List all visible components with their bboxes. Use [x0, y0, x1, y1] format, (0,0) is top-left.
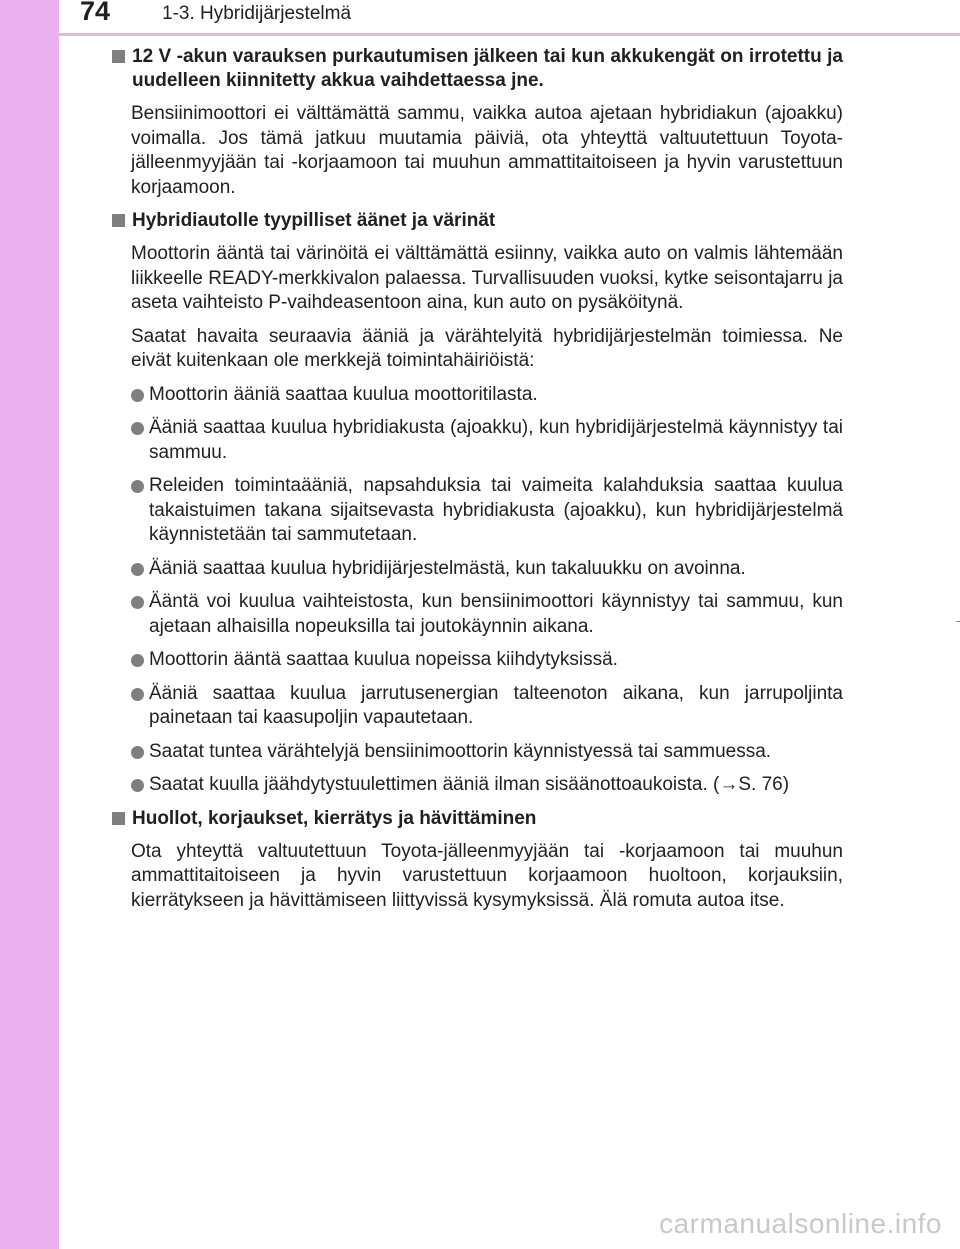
round-bullet-icon: [131, 779, 144, 792]
round-bullet-icon: [131, 688, 144, 701]
heading-text: 12 V -akun varauksen purkautumisen jälkeen tai kun akkukengät on irrotettu ja uudelleen kiinnitetty akkua vaihdettaessa jne.: [132, 46, 843, 91]
main-content: [110, 45, 843, 922]
list-item: [131, 740, 843, 765]
section-heading: [110, 807, 843, 831]
list-item-text: Saatat kuulla jäähdytystuulettimen ääniä ilman sisäänottoaukoista. (→S. 76): [149, 774, 790, 795]
list-item: [131, 383, 843, 408]
list-item-text: Moottorin ääntä saattaa kuulua nopeissa kiihdytyksissä.: [149, 649, 618, 670]
round-bullet-icon: [131, 563, 144, 576]
list-item-text: Ääniä saattaa kuulua hybridijärjestelmästä, kun takaluukku on avoinna.: [149, 557, 746, 579]
heading-text: Huollot, korjaukset, kierrätys ja hävittäminen: [132, 807, 537, 829]
section-title: 1-3. Hybridijärjestelmä: [162, 3, 352, 24]
list-item: [131, 773, 843, 798]
body-paragraph: Moottorin ääntä tai värinöitä ei välttämättä esiinny, vaikka auto on valmis lähtemään liikkeelle READY-merkkivalon palaessa. Turvallisuuden vuoksi, kytke seisontajarru ja aseta vaihteisto P-vaihdeasentoon aina, kun auto on pysäköitynä.: [131, 243, 843, 313]
side-color-strip: [0, 0, 59, 1249]
list-item: [131, 648, 843, 673]
section-heading: [110, 209, 843, 233]
list-item-text: Ääniä saattaa kuulua jarrutusenergian talteenoton aikana, kun jarrupoljinta painetaan tai kaasupoljin vapautetaan.: [149, 682, 843, 728]
watermark: carmanualsonline.info: [659, 1208, 942, 1239]
list-item: [131, 557, 843, 582]
body-paragraph: Ota yhteyttä valtuutettuun Toyota-jälleenmyyjään tai -korjaamoon tai muuhun ammattitaitoiseen ja hyvin varustettuun korjaamoon huoltoon, korjauksiin, kierrätykseen ja hävittämiseen liittyvissä kysymyksissä. Älä romuta autoa itse.: [131, 840, 843, 911]
list-item-text: Releiden toimintaääniä, napsahduksia tai vaimeita kalahduksia saattaa kuulua takaistuimen takana sijaitsevasta hybridiakusta (ajoakku), kun hybridijärjestelmä käynnistetään tai sammutetaan.: [149, 475, 843, 545]
list-item-text: Moottorin ääniä saattaa kuulua moottoritilasta.: [149, 383, 538, 405]
list-item-text: Saatat tuntea värähtelyjä bensiinimoottorin käynnistyessä tai sammuessa.: [149, 740, 772, 762]
margin-tick-mark: [956, 621, 960, 622]
section-heading: [110, 45, 843, 93]
header-divider: [59, 33, 960, 36]
round-bullet-icon: [131, 422, 144, 435]
list-item: [131, 416, 843, 465]
square-bullet-icon: [112, 812, 125, 825]
list-item-text: Ääntä voi kuulua vaihteistosta, kun bensiinimoottori käynnistyy tai sammuu, kun ajetaan alhaisilla nopeuksilla tai joutokäynnin aikana.: [149, 591, 843, 637]
body-paragraph: Saatat havaita seuraavia ääniä ja värähtelyitä hybridijärjestelmän toimiessa. Ne eivät kuitenkaan ole merkkejä toimintahäiriöistä:: [131, 325, 843, 371]
list-item: [131, 590, 843, 639]
round-bullet-icon: [131, 654, 144, 667]
list-item-text: Ääniä saattaa kuulua hybridiakusta (ajoakku), kun hybridijärjestelmä käynnistyy tai sammuu.: [149, 417, 843, 463]
square-bullet-icon: [112, 50, 125, 63]
list-item: [131, 682, 843, 731]
square-bullet-icon: [112, 214, 125, 227]
round-bullet-icon: [131, 389, 144, 402]
list-item: [131, 474, 843, 548]
body-paragraph: Bensiinimoottori ei välttämättä sammu, vaikka autoa ajetaan hybridiakun (ajoakku) voimalla. Jos tämä jatkuu muutamia päiviä, ota yhteyttä valtuutettuun Toyota-jälleenmyyjään tai -korjaamoon tai muuhun ammattitaitoiseen ja hyvin varustettuun korjaamoon.: [131, 103, 843, 198]
round-bullet-icon: [131, 480, 144, 493]
round-bullet-icon: [131, 596, 144, 609]
round-bullet-icon: [131, 746, 144, 759]
page-number: 74: [80, 0, 111, 26]
heading-text: Hybridiautolle tyypilliset äänet ja värinät: [132, 210, 496, 231]
